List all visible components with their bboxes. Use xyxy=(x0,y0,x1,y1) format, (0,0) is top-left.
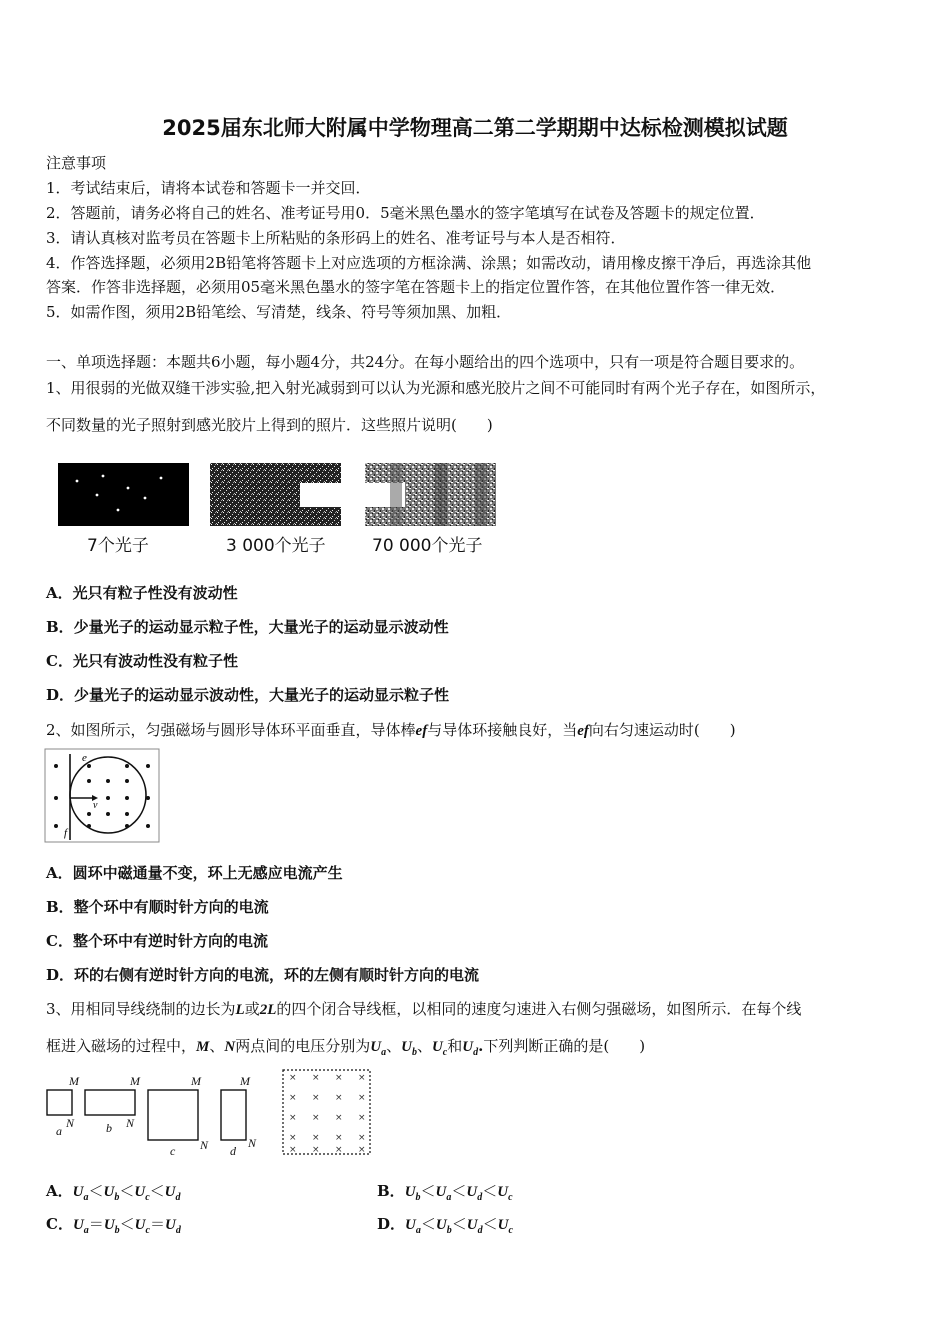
field-x-mark: × xyxy=(289,1073,297,1083)
field-x-mark: × xyxy=(335,1093,343,1103)
svg-text:N: N xyxy=(126,1116,135,1130)
field-x-mark: × xyxy=(289,1133,297,1143)
note-5: 5．如需作图，须用2B铅笔绘、写清楚，线条、符号等须加黑、加粗． xyxy=(46,303,512,321)
note-2: 2．答题前，请务必将自己的姓名、准考证号用0．5毫米黑色墨水的签字笔填写在试卷及答题卡的规定位置． xyxy=(46,204,765,222)
svg-text:M: M xyxy=(69,1074,79,1088)
q2-option-d: D．环的右侧有逆时针方向的电流，环的左侧有顺时针方向的电流 xyxy=(46,966,480,984)
q3-option-a: A．$U_a<U_b<U_c<U_d$ xyxy=(46,1182,181,1203)
ring-field-figure xyxy=(44,748,162,846)
notes-heading: 注意事项 xyxy=(46,154,107,172)
q3-stem-line2: 框进入磁场的过程中，M、N两点间的电压分别为$U_a$、$U_b$、$U_c$和$U_d$.下列判断正确的是( ) xyxy=(46,1037,646,1058)
q2-option-b: B．整个环中有顺时针方向的电流 xyxy=(46,898,269,916)
svg-text:N: N xyxy=(66,1116,75,1130)
page-title: 2025届东北师大附属中学物理高二第二学期期中达标检测模拟试题 xyxy=(162,116,788,140)
field-x-mark: × xyxy=(335,1133,343,1143)
svg-text:d: d xyxy=(230,1144,236,1158)
q1-option-d: D．少量光子的运动显示波动性，大量光子的运动显示粒子性 xyxy=(46,686,450,704)
q1-stem-line1: 1、用很弱的光做双缝干涉实验,把入射光减弱到可以认为光源和感光胶片之间不可能同时有两个光子存在，如图所示， xyxy=(46,379,826,397)
field-x-mark: × xyxy=(312,1093,320,1103)
q3-option-c: C．$U_a=U_b<U_c=U_d$ xyxy=(46,1215,181,1236)
svg-text:a: a xyxy=(56,1124,62,1138)
field-x-mark: × xyxy=(312,1145,320,1155)
frame-d xyxy=(221,1090,246,1140)
section-heading: 一、单项选择题：本题共6小题，每小题4分，共24分。在每小题给出的四个选项中，只有一项是符合题目要求的。 xyxy=(46,353,805,371)
q2-stem: 2、如图所示，匀强磁场与圆形导体环平面垂直，导体棒ef与导体环接触良好，当ef向右匀速运动时( ) xyxy=(46,721,736,739)
label-e: e xyxy=(82,752,87,764)
note-1: 1．考试结束后，请将本试卷和答题卡一并交回． xyxy=(46,179,371,197)
field-x-mark: × xyxy=(312,1133,320,1143)
note-4: 4．作答选择题，必须用2B铅笔将答题卡上对应选项的方框涂满、涂黑；如需改动，请用橡皮擦干净后，再选涂其他 xyxy=(46,254,812,272)
q1-stem-line2: 不同数量的光子照射到感光胶片上得到的照片．这些照片说明( ) xyxy=(46,416,493,434)
q3-option-d: D．$U_a<U_b<U_d<U_c$ xyxy=(377,1215,513,1236)
photo-7-photons xyxy=(58,463,189,526)
svg-text:b: b xyxy=(106,1121,112,1135)
label-v: v xyxy=(93,800,98,811)
svg-text:c: c xyxy=(170,1144,176,1158)
field-x-mark: × xyxy=(335,1073,343,1083)
field-x-mark: × xyxy=(358,1113,366,1123)
wire-frames-figure xyxy=(44,1068,379,1160)
note-3: 3．请认真核对监考员在答题卡上所粘贴的条形码上的姓名、准考证号与本人是否相符． xyxy=(46,229,626,247)
field-x-mark: × xyxy=(312,1073,320,1083)
field-x-mark: × xyxy=(358,1073,366,1083)
field-x-mark: × xyxy=(335,1113,343,1123)
svg-text:M: M xyxy=(130,1074,140,1088)
field-x-mark: × xyxy=(358,1145,366,1155)
field-x-mark: × xyxy=(289,1093,297,1103)
field-x-mark: × xyxy=(358,1093,366,1103)
q3-stem-line1: 3、用相同导线绕制的边长为L或2L的四个闭合导线框，以相同的速度匀速进入右侧匀强磁场，如图所示．在每个线 xyxy=(46,1000,802,1018)
note-4-cont: 答案．作答非选择题，必须用05毫米黑色墨水的签字笔在答题卡上的指定位置作答，在其他位置作答一律无效． xyxy=(46,278,786,296)
q3-option-b: B．$U_b<U_a<U_d<U_c$ xyxy=(377,1182,513,1203)
photo-label-70000: 70 000个光子 xyxy=(372,536,483,556)
svg-text:N: N xyxy=(248,1136,257,1150)
q1-option-a: A．光只有粒子性没有波动性 xyxy=(46,584,238,602)
svg-text:N: N xyxy=(200,1138,209,1152)
field-x-mark: × xyxy=(335,1145,343,1155)
q2-option-c: C．整个环中有逆时针方向的电流 xyxy=(46,932,268,950)
photo-label-3000: 3 000个光子 xyxy=(226,536,326,556)
label-f: f xyxy=(64,827,68,839)
svg-text:M: M xyxy=(191,1074,201,1088)
frame-b xyxy=(85,1090,135,1115)
field-x-mark: × xyxy=(312,1113,320,1123)
frame-a xyxy=(47,1090,72,1115)
field-x-mark: × xyxy=(289,1113,297,1123)
q1-option-c: C．光只有波动性没有粒子性 xyxy=(46,652,238,670)
photo-label-7: 7个光子 xyxy=(87,536,149,556)
field-x-mark: × xyxy=(358,1133,366,1143)
frame-c xyxy=(148,1090,198,1140)
q2-option-a: A．圆环中磁通量不变，环上无感应电流产生 xyxy=(46,864,343,882)
svg-text:M: M xyxy=(240,1074,250,1088)
field-x-mark: × xyxy=(289,1145,297,1155)
q1-option-b: B．少量光子的运动显示粒子性，大量光子的运动显示波动性 xyxy=(46,618,449,636)
